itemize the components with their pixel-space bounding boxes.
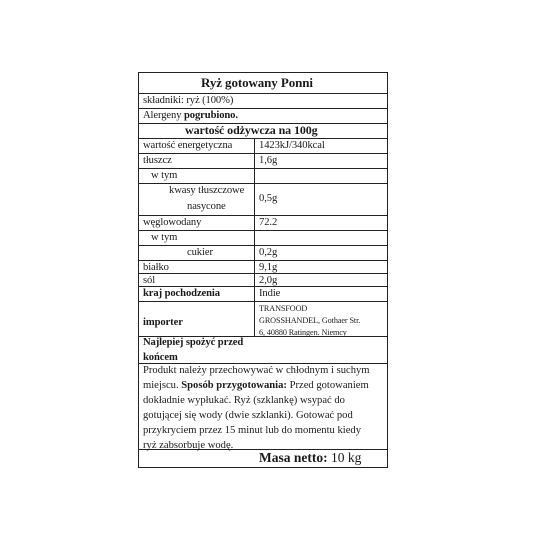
- protein-value: 9,1g: [259, 262, 278, 273]
- best-before-line-1: Najlepiej spożyć przed: [143, 337, 244, 348]
- salt-value: 2,0g: [259, 275, 278, 286]
- divider: [139, 245, 387, 246]
- best-before-label-2: końcem: [143, 352, 178, 363]
- allergens-text: [143, 110, 238, 122]
- preparation-line: dokładnie wypłukać. Ryż (szklankę) wsypać do: [143, 395, 345, 406]
- preparation-line: gotującej się wody (dwie szklanki). Gotować pod: [143, 410, 353, 421]
- sugar-value: 0,2g: [259, 247, 278, 258]
- carbs-value: 72.2: [259, 217, 278, 228]
- preparation-heading: Sposób przygotowania:: [181, 380, 287, 391]
- of-which-label: w tym: [151, 170, 178, 181]
- product-label: [138, 72, 388, 468]
- of-which-label: w tym: [151, 232, 178, 243]
- importer-line: GROSSHANDEL, Gothaer Str.: [259, 316, 361, 325]
- divider: [139, 93, 387, 94]
- salt-label: sól: [143, 275, 156, 286]
- saturated-fat-label-2: nasycone: [187, 201, 226, 212]
- carbs-label: węglowodany: [143, 217, 202, 228]
- fat-label: tłuszcz: [143, 155, 172, 166]
- best-before-label: [143, 335, 243, 350]
- column-divider: [254, 286, 255, 336]
- allergens-prefix: Alergeny: [143, 110, 184, 121]
- net-weight-value: 10 kg: [327, 450, 362, 465]
- storage-preparation-text: [143, 363, 388, 453]
- origin-label: kraj pochodzenia: [143, 288, 220, 299]
- divider: [139, 138, 387, 139]
- importer-line: TRANSFOOD: [259, 304, 308, 313]
- divider: [139, 153, 387, 154]
- importer-line: 6, 40880 Ratingen. Niemcy: [259, 328, 347, 337]
- protein-label: białko: [143, 262, 169, 273]
- preparation-text: Przed gotowaniem: [286, 380, 369, 391]
- divider: [139, 168, 387, 169]
- energy-value: 1423kJ/340kcal: [259, 140, 325, 151]
- divider: [139, 215, 387, 216]
- storage-line: Produkt należy przechowywać w chłodnym i suchym: [143, 365, 370, 376]
- divider: [139, 183, 387, 184]
- divider: [139, 286, 387, 287]
- divider: [139, 301, 387, 302]
- divider: [139, 260, 387, 261]
- product-title: Ryż gotowany Ponni: [201, 75, 313, 90]
- net-weight: [259, 450, 361, 466]
- saturated-fat-value: 0,5g: [259, 193, 278, 204]
- energy-label: wartość energetyczna: [143, 140, 233, 151]
- preparation-line: przykryciem przez 15 minut lub do momentu kiedy: [143, 425, 361, 436]
- importer-label: importer: [143, 317, 183, 328]
- fat-value: 1,6g: [259, 155, 278, 166]
- origin-value: Indie: [259, 288, 281, 299]
- nutrition-header: wartość odżywcza na 100g: [185, 123, 318, 137]
- saturated-fat-label: kwasy tłuszczowe: [169, 185, 245, 196]
- allergens-bold: pogrubiono.: [183, 110, 238, 121]
- net-weight-label: Masa netto:: [259, 450, 328, 465]
- column-divider: [254, 138, 255, 286]
- ingredients-text: składniki: ryż (100%): [143, 95, 234, 106]
- storage-line: [143, 378, 388, 393]
- divider: [139, 273, 387, 274]
- preparation-line: ryż zabsorbuje wodę.: [143, 440, 234, 451]
- sugar-label: cukier: [187, 247, 213, 258]
- divider: [139, 108, 387, 109]
- storage-text: miejscu.: [143, 380, 182, 391]
- divider: [139, 230, 387, 231]
